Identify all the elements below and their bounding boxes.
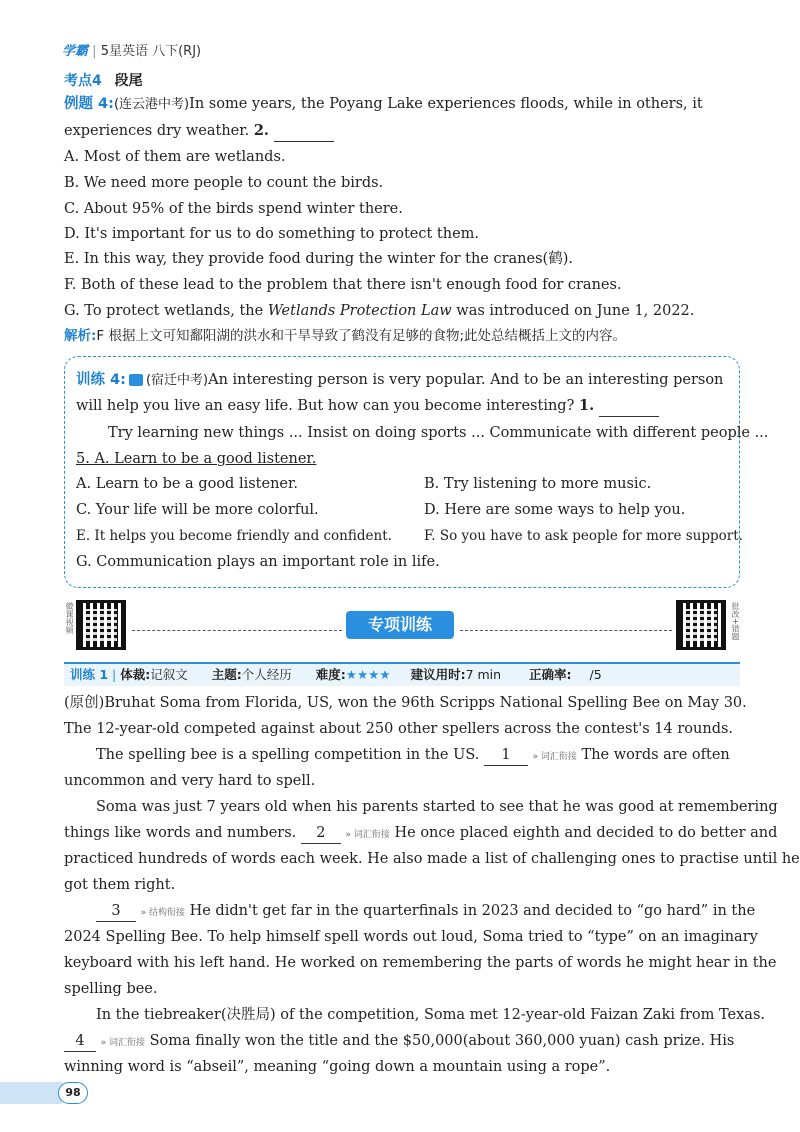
passage-line: The 12-year-old competed against about 250 other spellers across the contest's 14 rounds.: [64, 721, 734, 737]
example-option: E. In this way, they provide food during the winter for the cranes(鹤).: [64, 251, 573, 267]
passage-line: [64, 1031, 734, 1053]
passage-text: He didn't get far in the quarterfinals in 2023 and decided to “go hard” in the: [189, 903, 756, 919]
passage-line: [64, 823, 777, 845]
passage-line: spelling bee.: [64, 981, 158, 997]
time-label: 建议用时:: [410, 667, 466, 682]
cohesion-note: » 词汇衔接: [532, 752, 577, 762]
practice4-option: F. So you have to ask people for more support.: [424, 528, 743, 544]
passage-line: In the tiebreaker(决胜局) of the competition, Soma met 12-year-old Faizan Zaki from Texas.: [96, 1007, 765, 1023]
section-heading: [64, 70, 143, 90]
example-option: C. About 95% of the birds spend winter there.: [64, 201, 403, 217]
special-training-title: 专项训练: [367, 615, 432, 634]
practice4-text-2: will help you live an easy life. But how can you become interesting?: [76, 398, 575, 414]
passage-line: (原创)Bruhat Soma from Florida, US, won the 96th Scripps National Spelling Bee on May 30.: [64, 695, 747, 711]
practice4-option: D. Here are some ways to help you.: [424, 502, 686, 518]
practice4-line-2: [76, 396, 659, 417]
example-option-g: [64, 301, 694, 321]
section-label: 考点4: [64, 73, 102, 89]
example-blank-number: 2.: [253, 122, 269, 139]
right-qr-code[interactable]: [676, 600, 726, 650]
accuracy-label: 正确率:: [529, 667, 572, 682]
theme-label: 主题:: [211, 667, 242, 682]
practice4-source: (宿迁中考): [145, 373, 209, 388]
genre-value: 记叙文: [150, 667, 188, 682]
practice4-label: 训练 4:: [76, 372, 126, 388]
passage-line: [96, 745, 730, 767]
analysis-text: F 根据上文可知鄱阳湖的洪水和干旱导致了鹤没有足够的食物;此处总结概括上文的内容。: [96, 328, 627, 344]
banner-dashed-line-left: [132, 630, 342, 631]
practice4-line-1: [76, 370, 723, 391]
passage-line: Soma was just 7 years old when his parents started to see that he was good at remembering: [96, 799, 778, 815]
exercise-label: 训练 1: [70, 667, 109, 682]
option-g-law-name: Wetlands Protection Law: [267, 303, 452, 319]
bar-divider: |: [112, 667, 117, 682]
footer-tab: [0, 1082, 62, 1104]
difficulty-icon: [129, 374, 143, 386]
example-text-2: experiences dry weather.: [64, 123, 250, 139]
accuracy-value: /5: [589, 667, 602, 682]
difficulty-stars: ★★★★: [345, 667, 391, 682]
cohesion-note: » 词汇衔接: [345, 830, 390, 840]
passage-blank-1[interactable]: 1: [484, 745, 528, 766]
practice4-option: E. It helps you become friendly and confident.: [76, 528, 392, 544]
passage-line: [96, 901, 755, 923]
example-text-1: In some years, the Poyang Lake experiences floods, while in others, it: [189, 96, 703, 112]
left-qr-caption: 微课视频: [65, 602, 74, 634]
example-analysis: [64, 326, 626, 346]
example-option: F. Both of these lead to the problem that there isn't enough food for cranes.: [64, 277, 622, 293]
passage-blank-4[interactable]: 4: [64, 1031, 96, 1052]
cohesion-note: » 词汇衔接: [100, 1038, 145, 1048]
brand-logo: 学霸: [62, 44, 89, 59]
passage-text: He once placed eighth and decided to do better and: [394, 825, 778, 841]
exercise-info-bar: [64, 662, 740, 686]
example-option: D. It's important for us to do something to protect them.: [64, 226, 480, 242]
practice4-text-1: An interesting person is very popular. And to be an interesting person: [208, 372, 724, 388]
passage-blank-2[interactable]: 2: [301, 823, 341, 844]
practice4-option: A. Learn to be a good listener.: [76, 476, 298, 492]
practice4-answer-blank[interactable]: [599, 396, 659, 417]
theme-value: 个人经历: [241, 667, 292, 682]
practice4-option-g: G. Communication plays an important role in life.: [76, 554, 440, 570]
passage-line: practiced hundreds of words each week. He also made a list of challenging ones to practise until he: [64, 851, 800, 867]
section-title: 段尾: [114, 73, 143, 89]
passage-blank-3[interactable]: 3: [96, 901, 136, 922]
example-answer-blank[interactable]: [274, 121, 334, 142]
analysis-label: 解析:: [64, 328, 97, 344]
passage-line: uncommon and very hard to spell.: [64, 773, 316, 789]
right-qr-caption: 批改+错题: [731, 602, 740, 641]
practice4-blank-number: 1.: [578, 397, 595, 414]
passage-line: got them right.: [64, 877, 176, 893]
left-qr-code[interactable]: [76, 600, 126, 650]
passage-text: Soma finally won the title and the $50,000(about 360,000 yuan) cash prize. His: [149, 1033, 735, 1049]
example-source: (连云港中考): [113, 97, 190, 112]
page-number: [58, 1082, 88, 1104]
example-label: 例题 4:: [64, 96, 114, 112]
difficulty-label: 难度:: [315, 667, 346, 682]
time-value: 7 min: [465, 667, 502, 682]
passage-text: things like words and numbers.: [64, 825, 297, 841]
example-option: B. We need more people to count the birds.: [64, 175, 384, 191]
cohesion-note: » 结构衔接: [140, 908, 185, 918]
passage-line: keyboard with his left hand. He worked on remembering the parts of words he might hear in the: [64, 955, 777, 971]
book-title: 5星英语 八下(RJ): [100, 44, 202, 59]
special-training-banner: [346, 611, 454, 639]
passage-text: The spelling bee is a spelling competition in the US.: [96, 747, 480, 763]
option-g-text: G. To protect wetlands, the: [64, 303, 268, 319]
passage-text: The words are often: [581, 747, 730, 763]
option-g-text-end: was introduced on June 1, 2022.: [451, 303, 695, 319]
page-header: [62, 40, 201, 59]
passage-line: 2024 Spelling Bee. To help himself spell words out loud, Soma tried to “type” on an imaginary: [64, 929, 758, 945]
banner-dashed-line-right: [460, 630, 672, 631]
example-line-2: [64, 121, 334, 142]
example-line-1: [64, 94, 703, 115]
practice4-option: B. Try listening to more music.: [424, 476, 652, 492]
practice4-line-3: Try learning new things ... Insist on doing sports ... Communicate with different people ...: [108, 425, 769, 441]
example-option: A. Most of them are wetlands.: [64, 149, 286, 165]
header-divider: |: [92, 44, 97, 59]
page-number-text: 98: [65, 1086, 81, 1099]
practice4-answer-5: 5. A. Learn to be a good listener.: [76, 451, 317, 467]
genre-label: 体裁:: [120, 667, 151, 682]
practice4-option: C. Your life will be more colorful.: [76, 502, 319, 518]
passage-line: winning word is “abseil”, meaning “going down a mountain using a rope”.: [64, 1059, 611, 1075]
